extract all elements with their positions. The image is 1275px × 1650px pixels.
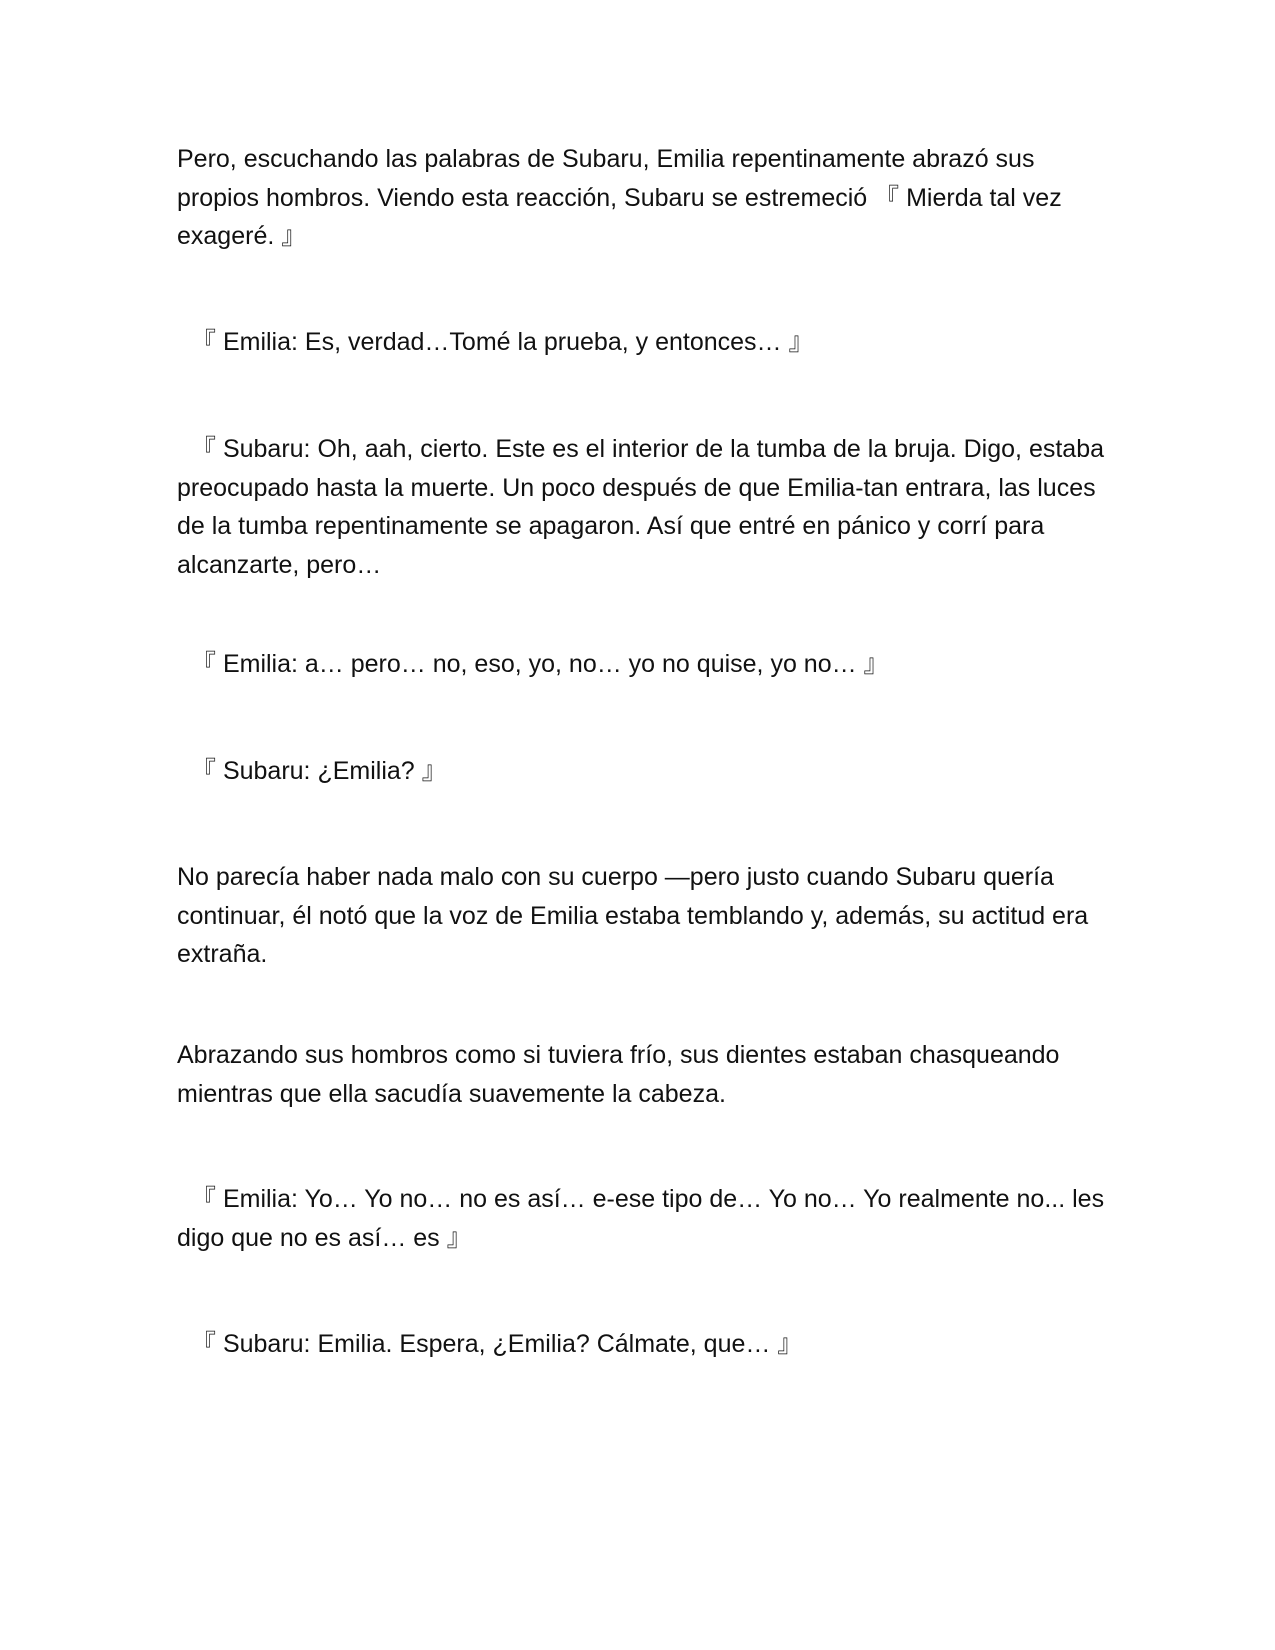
paragraph-narration: Pero, escuchando las palabras de Subaru, Emilia repentinamente abrazó sus propios hombros. Viendo esta reacción, Subaru se estremeció 『 Mierda tal vez exageré. 』 bbox=[177, 145, 1069, 250]
paragraph-narration: Abrazando sus hombros como si tuviera frío, sus dientes estaban chasqueando mientras que ella sacudía suavemente la cabeza. bbox=[177, 1041, 1067, 1108]
paragraph-dialogue-emilia: 『 Emilia: Yo… Yo no… no es así… e-ese tipo de… Yo no… Yo realmente no... les digo que no es así… es 』 bbox=[177, 1185, 1112, 1252]
paragraph-dialogue-subaru: 『 Subaru: Oh, aah, cierto. Este es el interior de la tumba de la bruja. Digo, estaba preocupado hasta la muerte. Un poco después de que Emilia-tan entrara, las luces de la tumba repentinamente se apagaron. Así que entré en pánico y corrí para alcanzarte, pero… bbox=[177, 435, 1111, 579]
paragraph-narration: No parecía haber nada malo con su cuerpo —pero justo cuando Subaru quería continuar, él notó que la voz de Emilia estaba temblando y, además, su actitud era extraña. bbox=[177, 863, 1096, 968]
paragraph-dialogue-subaru: 『 Subaru: Emilia. Espera, ¿Emilia? Cálmate, que… 』 bbox=[191, 1330, 803, 1358]
paragraph-dialogue-subaru: 『 Subaru: ¿Emilia? 』 bbox=[191, 757, 447, 785]
paragraph-dialogue-emilia: 『 Emilia: Es, verdad…Tomé la prueba, y entonces… 』 bbox=[191, 328, 814, 356]
paragraph-dialogue-emilia: 『 Emilia: a… pero… no, eso, yo, no… yo no quise, yo no… 』 bbox=[191, 650, 889, 678]
